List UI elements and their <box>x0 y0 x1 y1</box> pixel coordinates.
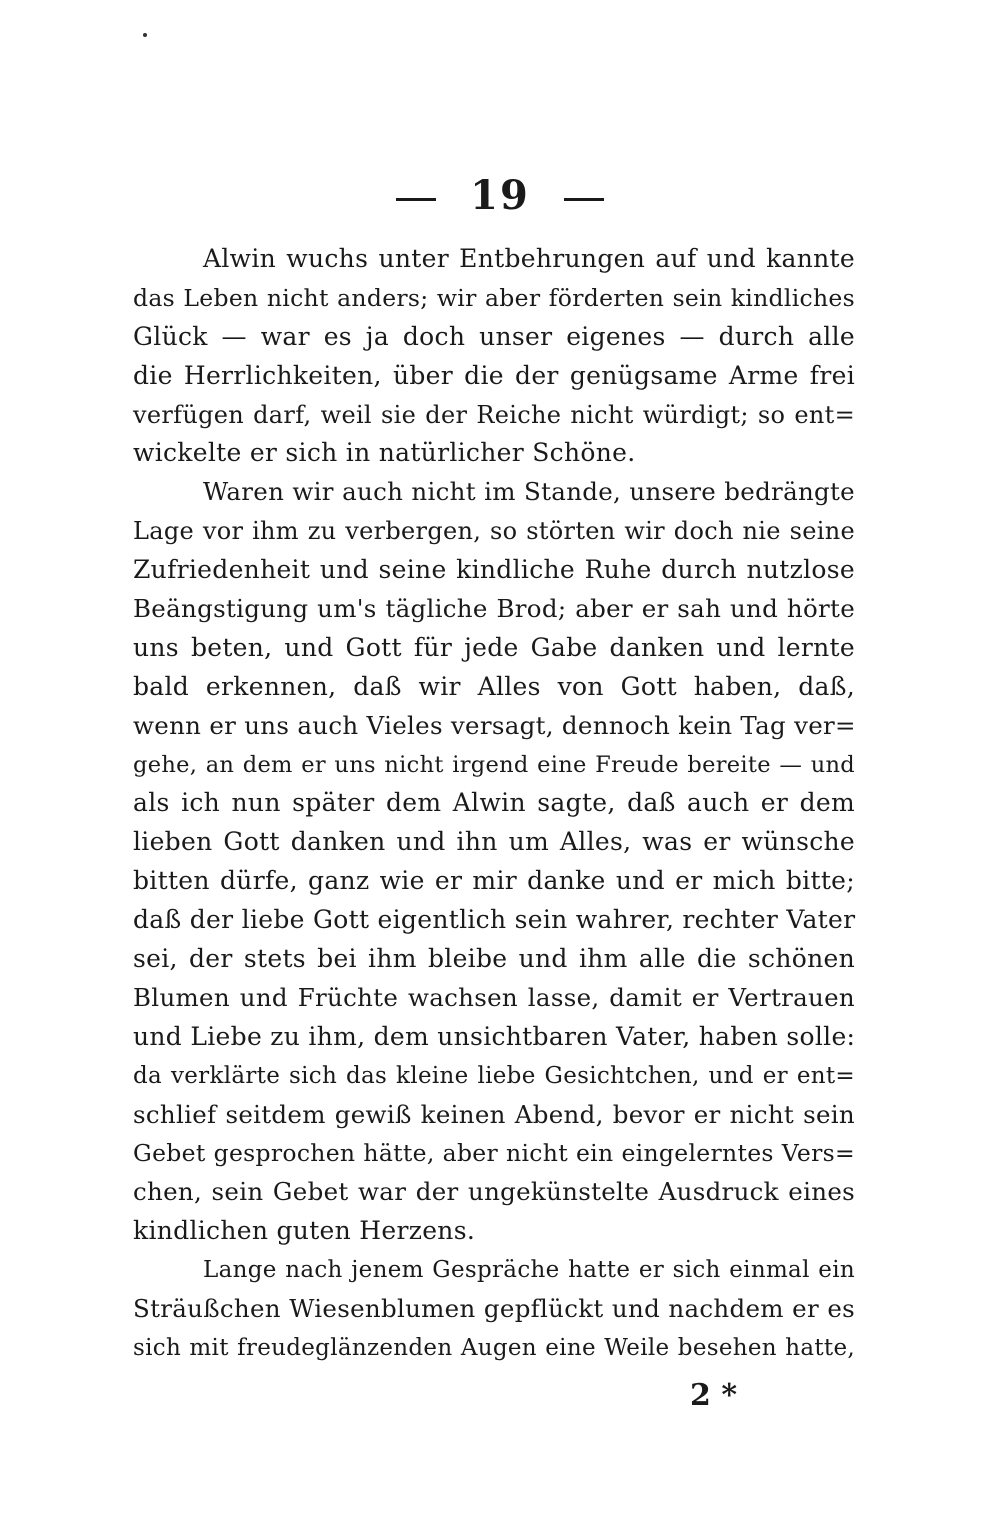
text-line: kindlichen guten Herzens. <box>133 1216 476 1246</box>
body-text <box>133 240 855 1368</box>
signature-mark: 2 * <box>690 1378 738 1413</box>
page-header <box>0 172 1000 219</box>
text-line: schlief seitdem gewiß keinen Abend, bevor er nicht sein <box>133 1099 855 1129</box>
text-line: sei, der stets bei ihm bleibe und ihm alle die schönen <box>133 944 855 974</box>
text-line: Zufriedenheit und seine kindliche Ruhe durch nutzlose <box>133 555 855 585</box>
page-number: 19 <box>470 172 530 219</box>
text-line: als ich nun später dem Alwin sagte, daß auch er dem <box>133 788 855 818</box>
text-line: das Leben nicht anders; wir aber förderten sein kindliches <box>133 283 855 312</box>
text-line: bitten dürfe, ganz wie er mir danke und er mich bitte; <box>133 866 855 896</box>
text-line: Beängstigung um's tägliche Brod; aber er sah und hörte <box>133 594 855 624</box>
text-line: uns beten, und Gott für jede Gabe danken und lernte <box>133 632 855 662</box>
text-line: Gebet gesprochen hätte, aber nicht ein eingelerntes Vers= <box>133 1139 855 1168</box>
text-line: sich mit freudeglänzenden Augen eine Weile besehen hatte, <box>133 1334 855 1361</box>
text-line: Lange nach jenem Gespräche hatte er sich einmal ein <box>203 1257 855 1284</box>
text-line: Sträußchen Wiesenblumen gepflückt und nachdem er es <box>133 1294 855 1324</box>
text-line: und Liebe zu ihm, dem unsichtbaren Vater, haben solle: <box>133 1021 856 1051</box>
ink-speck <box>143 33 147 37</box>
text-line: bald erkennen, daß wir Alles von Gott haben, daß, <box>133 671 855 701</box>
text-line: Lage vor ihm zu verbergen, so störten wir doch nie seine <box>133 517 855 546</box>
header-dash-right <box>564 198 604 201</box>
text-line: Glück — war es ja doch unser eigenes — durch alle <box>133 321 855 351</box>
header-dash-left <box>396 198 436 201</box>
text-line: wickelte er sich in natürlicher Schöne. <box>133 438 636 468</box>
text-line: Waren wir auch nicht im Stande, unsere bedrängte <box>203 477 855 507</box>
text-line: da verklärte sich das kleine liebe Gesichtchen, und er ent= <box>133 1062 855 1089</box>
text-line: die Herrlichkeiten, über die der genügsame Arme frei <box>133 360 855 390</box>
text-line: verfügen darf, weil sie der Reiche nicht würdigt; so ent= <box>133 400 855 429</box>
text-line: Alwin wuchs unter Entbehrungen auf und kannte <box>203 244 855 273</box>
text-line: chen, sein Gebet war der ungekünstelte Ausdruck eines <box>133 1177 855 1207</box>
text-line: daß der liebe Gott eigentlich sein wahrer, rechter Vater <box>133 905 856 935</box>
text-line: gehe, an dem er uns nicht irgend eine Freude bereite — und <box>133 751 855 778</box>
text-line: lieben Gott danken und ihn um Alles, was er wünsche <box>133 827 855 857</box>
text-line: Blumen und Früchte wachsen lasse, damit er Vertrauen <box>133 982 855 1012</box>
text-line: wenn er uns auch Vieles versagt, dennoch kein Tag ver= <box>133 710 856 740</box>
